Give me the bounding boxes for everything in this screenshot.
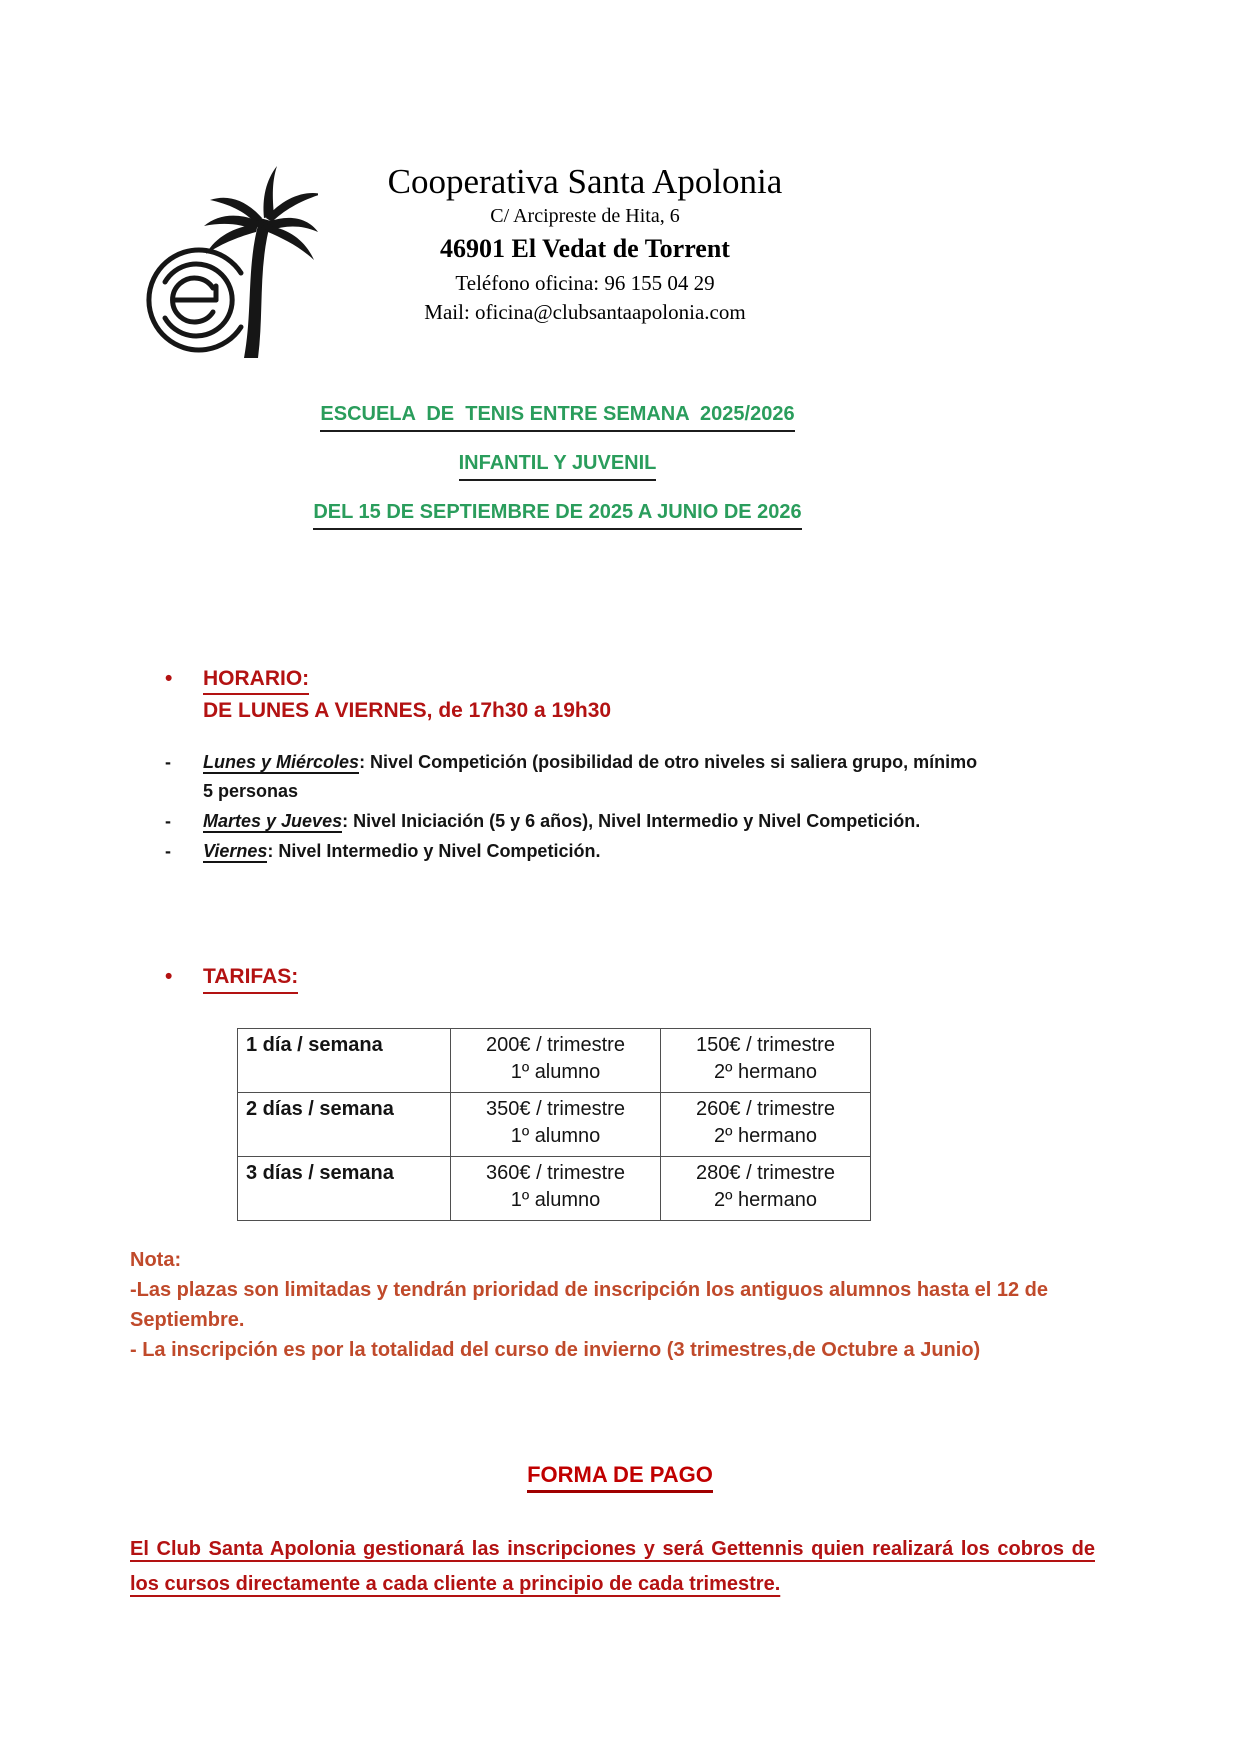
price-cell: 150€ / trimestre 2º hermano (661, 1029, 871, 1093)
letterhead (298, 161, 872, 327)
plan-cell: 3 días / semana (238, 1157, 451, 1221)
table-row (238, 1157, 871, 1221)
palm-tree-emblem-icon (136, 158, 318, 366)
schedule-item (165, 837, 983, 866)
org-city: 46901 El Vedat de Torrent (440, 234, 730, 263)
dash-icon: - (165, 811, 171, 831)
schedule-item-label: Lunes y Miércoles (203, 752, 360, 772)
title-infantil: INFANTIL Y JUVENIL (459, 450, 657, 481)
payment-heading-wrap (0, 1462, 1240, 1493)
dash-icon: - (165, 752, 171, 772)
nota-paragraph-1: -Las plazas son limitadas y tendrán prioridad de inscripción los antiguos alumnos hasta el 12 de Septiembre. (130, 1279, 1049, 1331)
nota-paragraph-2: - La inscripción es por la totalidad del curso de invierno (3 trimestres,de Octubre a Junio) (130, 1339, 981, 1361)
plan-cell: 1 día / semana (238, 1029, 451, 1093)
schedule-item-label: Martes y Jueves (203, 811, 343, 831)
org-phone: Teléfono oficina: 96 155 04 29 (455, 271, 715, 295)
price-cell: 350€ / trimestre 1º alumno (451, 1093, 661, 1157)
plan-cell: 2 días / semana (238, 1093, 451, 1157)
org-email: Mail: oficina@clubsantaapolonia.com (424, 300, 746, 324)
title-fechas: DEL 15 DE SEPTIEMBRE DE 2025 A JUNIO DE 2026 (313, 499, 801, 530)
price-cell: 260€ / trimestre 2º hermano (661, 1093, 871, 1157)
bullet-icon: • (165, 667, 173, 690)
schedule-item-text: : Nivel Iniciación (5 y 6 años), Nivel Intermedio y Nivel Competición. (342, 811, 921, 831)
payment-heading: FORMA DE PAGO (527, 1462, 713, 1493)
org-name: Cooperativa Santa Apolonia (387, 162, 783, 201)
schedule-item (165, 748, 983, 806)
schedule-item (165, 807, 983, 836)
schedule-item-label: Viernes (203, 841, 268, 861)
horario-heading: HORARIO: (203, 664, 309, 695)
price-cell: 280€ / trimestre 2º hermano (661, 1157, 871, 1221)
nota-section (130, 1245, 1115, 1365)
tarifas-heading: TARIFAS: (203, 962, 298, 994)
schedule-item-text: : Nivel Competición (posibilidad de otro niveles si saliera grupo, mínimo 5 personas (203, 752, 978, 801)
schedule-list (165, 748, 983, 867)
table-row (238, 1029, 871, 1093)
title-escuela: ESCUELA DE TENIS ENTRE SEMANA 2025/2026 (320, 401, 794, 432)
org-address: C/ Arcipreste de Hita, 6 (490, 205, 680, 227)
document-titles (0, 401, 1115, 548)
bullet-icon: • (165, 965, 173, 988)
payment-body: El Club Santa Apolonia gestionará las inscripciones y será Gettennis quien realizará los cobros de los cursos directamente a cada cliente a principio de cada trimestre. (130, 1538, 1095, 1595)
horario-detail: DE LUNES A VIERNES, de 17h30 a 19h30 (203, 699, 612, 722)
table-row (238, 1093, 871, 1157)
tarifas-section (165, 962, 298, 994)
club-logo (136, 158, 318, 366)
price-cell: 360€ / trimestre 1º alumno (451, 1157, 661, 1221)
dash-icon: - (165, 841, 171, 861)
price-cell: 200€ / trimestre 1º alumno (451, 1029, 661, 1093)
nota-heading: Nota: (130, 1249, 182, 1271)
price-table (237, 1028, 871, 1221)
schedule-item-text: : Nivel Intermedio y Nivel Competición. (267, 841, 601, 861)
horario-section (165, 664, 611, 726)
